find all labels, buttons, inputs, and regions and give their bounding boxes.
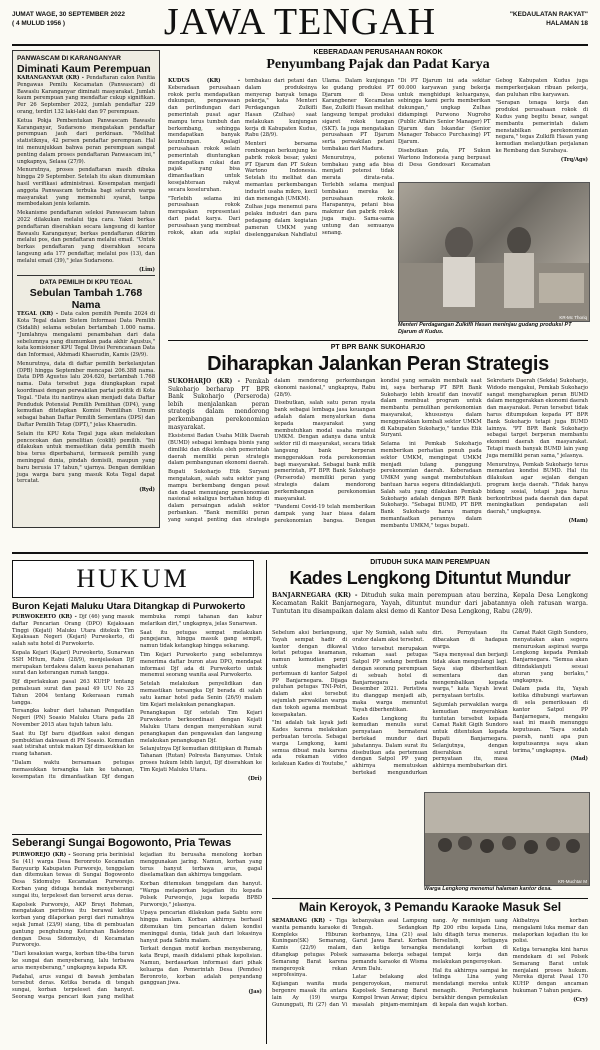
paragraph: "Pandemi Covid-19 telah memberikan dampak yang luar biasa dalam perekonomian bangsa. Dengan kondisi yang semakin membaik saat ini, saya berharap PT BPR Bank Sukoharjo lebih kreatif dan inovatif dalam membuat program untuk membantu pemulihan perekonomian masyarakat, khususnya dalam menggerakkan kembali sektor UMKM di Kabupaten Sukoharjo," tandas Etik Suryani. [274, 378, 482, 524]
buron-lead [12, 614, 134, 648]
sidebar-story2-kicker: DATA PEMILIH DI KPU TEGAL [39, 279, 133, 287]
newspaper-name: JAWA TENGAH [163, 1, 437, 43]
paragraph: Eksistensi Badan Usaha Milik Daerah (BUMD) sebagai lembaga bisnis yang dimiliki dan dikelola oleh pemerintah daerah memiliki peran strategis dalam pembangunan ekonomi daerah. [168, 433, 270, 467]
dateline: PURWOREJO (KR) - [12, 852, 71, 858]
kades-lead [272, 592, 588, 615]
paragraph: Djf (46) yang masuk daftar Pencarian Orang (DPO) Kejaksaan Tinggi (Kejati) Maluku Utara ditekuk Tim Kejaksaan Negeri (Kejari) Purwokerto, di salah satu hotel di Purwokerto. [12, 614, 134, 648]
photo-illustration [399, 183, 589, 321]
rokok-lead [168, 78, 240, 194]
bpr-header [168, 343, 588, 376]
section-label: HUKUM [12, 560, 254, 598]
paragraph: "Dari kesaksian warga, korban tiba-tiba turun ke sungai dan menyeberang, lalu terbawa arus menyeberang," ungkapnya kepada KR. [12, 951, 134, 971]
kades-kicker: DITUDUH SUKA MAIN PEREMPUAN [370, 559, 490, 566]
buron-body [12, 614, 262, 832]
paragraph: Menurutnya, proses pendaftaran masih dibuka hingga 29 September. Setelah itu akan diumumkan hasil verifikasi administrasi. Kesempatan menjadi anggota Panwascam terbuka bagi seluruh warga masyarakat yang memenuhi syarat, tanpa membedakan jenis kelamin. [17, 167, 155, 208]
paragraph: Menurutnya, potensi tembakau yang ada bisa menjadi potensi tidak merata dirata-rata. Terlebih selama menjual tembakau mereka ke perusahaan rokok. Harapannya, petani bisa makmur dan pabrik rokok juga maju. Sama-sama untung dan semuanya senang. [322, 154, 394, 236]
paragraph: Upaya pencarian dilakukan pada Sabtu sore hingga malam. Korban akhirnya berhasil ditemukan tim pencarian dalam kondisi meninggal dunia, tidak jauh dari lokasinya hanyut pada Sabtu malam. [140, 910, 262, 944]
sidebar-story1-title: Diminati Kaum Perempuan [17, 63, 151, 75]
paragraph: "Di PT Djarum ini ada sekitar 60.000 karyawan yang bekerja untuk menghidupi keluarganya, sebingga kami perlu memberikan dukungan," ungkap Zulhas didampingi Purwono Nugroho (Public Affairs Senior Manager) PT Djarum dan Iskandar (Senior Manager Tobacco Purchasing) PT Djarum. [398, 78, 491, 146]
kades-headline: Kades Lengkong Dituntut Mundur [289, 568, 571, 588]
paragraph: Mekanisme pendaftaran seleksi Panwascam tahun 2022 dilakukan melalui tiga cara. Yakni berkas pendaftaran diserahkan secara langsung di kantor Bawaslu Karanganyar, berkas pendaftaran dikirim melalui pos, dan pendaftaran melalui email. "Untuk berkas pendaftaran yang diserahkan secara langsung ada 177 pendaftar, melalui pos (13), dan melalui email (39)," jelas Sudarsono. [17, 210, 155, 264]
photo-illustration [425, 793, 589, 885]
sidebar-story2-lead [17, 311, 155, 359]
paragraph: Latar belakang aksi pengeroyokan, menurut Kapolsek Semarang Barat Kompol Irwan Anwar, dipicu masalah pinjam-meminjam uang. Ay meminjam uang Rp 200 ribu kepada Lina, lalu ditagih terus menerus. Berselisih, ketiganya mendatangi korban di tempat kerja dan melakukan pengeroyokan. [352, 918, 508, 1008]
paragraph: Menurutnya, Pemkab Sukoharjo terus memantau kondisi BUMD. Hal itu dilakukan agar sejalan dengan program kerja daerah. "Tidak hanya bidang sosial, tetapi juga harus berkontribusi pada daerah dan dapat meningkatkan pendapatan asli daerah," ungkapnya. [486, 461, 588, 516]
paragraph: Hal itu akhirnya sampai ke telinga Lina yang mendatangi mereka untuk menagih. Pertengkaran berakhir dengan pemukulan di kepala dan wajah korban. Akibatnya korban mengalami luka memar dan melaporkan kejadian itu ke polisi. [432, 918, 588, 1008]
edition-date: JUMAT WAGE, 30 SEPTEMBER 2022 [12, 11, 125, 18]
sidebar-box [12, 50, 160, 528]
paragraph: "Ini adalah tak layak jadi Kades karena melakukan perbuatan tercela. Sebagai warga Lengkong, kami semua dibuat malu karena ada rekaman video kelakuan Kades di Youtube," ujar Ny Sumiah, salah satu orator dalam aksi tersebut. [272, 630, 428, 768]
kades-lead-block [272, 592, 588, 628]
paragraph: Terkait dengan motif korban menyeberang, kata Brupi, masih didalami pihak kepolisian. Namun, berdasarkan informasi dari pihak keluarga dan Pemerintah Desa (Pemdes) Beronroto, korban adalah penyandang gangguan jiwa. [140, 946, 262, 987]
paragraph: "Saya menyesal dan berjanji tidak akan mengulangi lagi. Saya siap diberhentikan sementara dan mengembalikan kepada warga," kata Yayah lewat pernyataan tertulis. [432, 652, 508, 700]
sungai-body [12, 852, 262, 1044]
divider [272, 898, 588, 899]
bpr-headline: Diharapkan Jalankan Peran Strategis [207, 353, 549, 375]
paragraph: Menurutnya, data di daftar pemilih berkelanjutan (DPB) hingga September mencapai 206.388 nama. Data DPB Agustus lalu 204.620, bertambah 1.768 nama. Data tersebut juga diungkapkan rapat koordinasi dengan perwakilan partai politik di Kota Tegal. "Data itu nantinya akan menjadi data Daftar Penduduk Potensial Pemilih Pemilihan (DP4), yang kemudian ditetapkan Komisi Pemilihan Umum sebagai bahan Daftar Pemilih Sementara (DPS) dan Daftar Pemilih Tetap (DPT)," jelas Khaerudin. [17, 360, 155, 429]
divider [168, 340, 588, 341]
paragraph: Keberadaan perusahaan rokok perlu mendapatkan dukungan, pengawasan dan perlindungan dari pemerintah pusat agar mampu terus tumbuh dan berkembang, sehingga mendapatkan banyak keuntungan. Apalagi perusahaan rokok selain pemerintah diuntungkan mendapatkan cukai dan pajak yang bisa dimanfaatkan untuk kesejahteraan rakyat secara keseluruhan. [168, 84, 240, 193]
author-credit: (Lim) [138, 266, 155, 273]
hijri-date: ( 4 MULUD 1956 ) [12, 20, 66, 27]
author-credit: (Trq/Ags) [560, 156, 588, 163]
sidebar-story1-lead [17, 75, 155, 116]
paragraph: Kapolsek Purworejo, AKP Bruyi Rohman, mengatakan peristiwa itu berawal ketika korban yang dilaporkan pergi dari rumahnya sejak Jumat (23/9) siang, tiba di pembuatan gantung penghubung Kelurahan Baledono dengan Desa Sidomulyo, di Kecamatan Purworejo. [12, 901, 134, 949]
sidebar-story2-title: Sebulan Tambah 1.768 Nama [29, 287, 143, 312]
buron-headline: Buron Kejati Maluku Utara Ditangkap di Purwokerto [12, 601, 246, 612]
paragraph: Video tersebut merupakan rekaman saat petugas Satpol PP sedang berdiam dengan seorang perempuan di sebuah hotel di Banjarnegara pada Desember 2021. Peristiwa itu dianggap menjadi aib, maka warga menuntut Yayah diberhentikan. [352, 645, 428, 713]
paragraph: Selain itu KPU Kota Tegal juga akan melakukan pencocokan dan penelitian (coklit) pemilih. "Ini dilakukan untuk memastikan data pemilih masih bisa terus diperbaharui, termasuk pemilih yang meninggal dunia, pindah domisili, maupun yang baru berusia 17 tahun," ujarnya. Dengan demikian juga warga baru yang masuk Kota Tegal dapat tercatat. [17, 430, 155, 485]
author-credit: (Jas) [248, 989, 262, 996]
paragraph: Penangkapan Djf setelah Tim Kejari Purwokerto berkoordinasi dengan Kejati Maluku Utara dengan menyerahkan surat penangkapan dan pengawalan dan langsung melakukan penangkapan Djf. [140, 710, 262, 744]
paragraph: Pendaftaran calon Panitia Pengawas Pemilu Kecamatan (Panwascam) di Bawaslu Karanganyar diminati masyarakat. Jumlah kaum perempuan yang mendaftar cukup signifikan. Per 26 September 2022, jumlah pendaftar 229 orang, terdiri 132 laki-laki dan 97 perempuan. [17, 75, 155, 115]
paragraph: Tiga wanita pemandu karaoke di Kompleks Hiburan Kuningan(SK) Semarang, Kamis (22/9) malam, ditangkap petugas Polsek Semarang Barat karena mengeroyok rekan seprofesinya. [272, 918, 348, 979]
sungai-headline: Seberangi Sungai Bogowonto, Pria Tewas [12, 837, 232, 849]
paragraph: Data calon pemilih Pemilu 2024 di Kota Tegal dalam Sistem Informasi Data Pemilih (Sidalih) selama sebulan bertambah 1.000 nama. "Jumlahnya mengalami penambahan dari data sebelumnya yang diumumkan pada akhir Agustus," kata komisioner KPU Tegal Divisi Perencanaan Data dan Informasi, Akhmadi Khaerudin, Kamis (29/9). [17, 311, 155, 359]
column-divider [266, 560, 267, 1044]
paragraph: "Dalam waktu bersamaan petugas memasukkan tersangka lain ke tahanan, kesempatan itu dimanfaatkan Djf dengan membuka rompi tahanan dan kabur melarikan diri," ungkapnya, jelas Sunarwan. [12, 614, 262, 780]
author-credit: (Dri) [247, 775, 262, 782]
author-credit: (Ryd) [139, 487, 155, 494]
photo-credit: KR-Mc Thoriq [559, 315, 587, 320]
paragraph: Zulhas juga menemui para pelaku industri dan para pedagang dalam kegiatan pameran UMKM yang diselenggarakan Nahdlatul Ulama. Dalam kunjungan ke gudang produksi PT Djarum di Desa Karangbener Kecamatan Bae, Zulkifli Hasan melihat langsung tempat produksi sigaret rokok tangan (SKT). Ia juga mengatakan perusahaan PT Djarum serta perwakilan petani tembakau dari Madura. [245, 78, 394, 238]
page-number: HALAMAN 18 [546, 20, 588, 27]
kades-photo [424, 792, 590, 886]
rokok-body [168, 78, 394, 340]
section-divider [12, 552, 588, 554]
paragraph: Selanjutnya Djf kemudian dititipkan di Rumah Tahanan (Rutan) Polresta Banyumas. Untuk proses hukum lebih lanjut, Djf diserahkan ke Tim Kejati Maluku Utara. [140, 746, 262, 773]
paragraph: Camat Rakit Gigih Sundoro, menyatakan akan segera menuruskan aspirasi warga Lengkong kepada Pemkab Banjarnegara. "Semua akan ditindaklanjuti sesuai aturan yang berlaku," ungkapnya. [512, 630, 588, 684]
dateline: KARANGANYAR (KR) - [17, 75, 84, 81]
paragraph: Kejiangan wanita muda bergenre masak itu antara lain Ay (19) warga Gunungpati, Ri (27) dan Vi kebanyakan asal Lampung Tengah. Sedangkan korbannya, Lina (21) asal Garut Jawa Barat. Korban dan ketiga tersangka samasama bekerja sebagai pemandu karaoke di Wisma Arum Dalu. [272, 918, 428, 1008]
rokok-kicker: KEBERADAAN PERUSAHAAN ROKOK [313, 49, 443, 56]
keroyok-headline: Main Keroyok, 3 Pemandu Karaoke Masuk Sel [298, 900, 562, 914]
divider [12, 834, 262, 835]
author-credit: (Mam) [568, 517, 588, 524]
paragraph: Kades Lengkong itu kemudian menulis surat pernyataan bermaterai bertekad mundur dari jabatannya. Dalam surat itu disebutkan ada pertemuan dengan Satpol PP yang akhirnya memutuskan bertekad mengundurkan diri. Pernyataan itu dibacakan di hadapan warga. [352, 630, 508, 776]
author-credit: (Mad) [570, 756, 588, 763]
paragraph: Korban ditemukan tenggelam dan hanyut. "Warga melaporkan kejadian itu kepada Polsek Purworejo, juga kepada BPBD Purworejo," jelasnya. [140, 881, 262, 908]
paragraph: Saat itu petugas sempat melakukan pengejaran, hingga masuk gang sempit, namun tidak ketangkap hingga sekarang. [140, 629, 262, 650]
lead-text: Pemkab Sukoharjo berharap PT BPR Bank Sukoharjo (Perseroda) lebih menjalankan peran strategis dalam mendorong perkembangan perekonomian masyarakat. [168, 378, 270, 431]
bpr-kicker: PT BPR BANK SUKOHARJO [330, 344, 426, 351]
paragraph: Disebutkan, salah satu peran nyata bank sebagai lembaga jasa keuangan adalah dalam menyalurkan dana kepada masyarakat yang membutuhkan modal usaha melalui UMKM. Dengan adanya dana untuk sektor riil di masyarakat, secara tidak langsung bank berperan menggerakkan roda perekonomian bagi masyarakat. Sebagai bank milik pemerintah, PT BPR Bank Sukoharjo (Perseroda) memiliki peran yang strategis dalam mendorong perkembangan perekonomian masyarakat. [274, 400, 376, 502]
paragraph: Tim Kejari Purwokerto yang sebelumnya menerima daftar buron atau DPO, mendapat informasi Djf ada di Purwokerto untuk menemui seorang wanita asal Purwokerto. [140, 651, 262, 679]
dateline: BANJARNEGARA (KR) - [272, 592, 358, 599]
rokok-photo [398, 182, 590, 322]
paragraph: Seorang pria berinisial Su (41) warga Desa Beronroto Kecamatan Banyuurip Kabupaten Purworejo, tenggelam dan ditemukan tewas di Sungai Bogowonto Desa Sidomulyo Kecamatan Purworejo. Korban yang diduga hendak menyeberangi sungai itu, terpeleset dan terseret arus deras. [12, 852, 135, 899]
paragraph: Djf diperlakukan pasal 263 KUHP tentang pemalsuan surat dan pasal 49 UU No 23 Tahun 2004 tentang Kekerasan rumah tangga. [12, 679, 134, 706]
paragraph: Sejumlah perwakilan warga kemudian menyerahkan tuntutan tersebut kepada Camat Rakit Gigih Sundoro untuk ditentukan kepada Bupati Banjarnegara. Selanjutnya, dengan diserahkan surat pernyataan itu, masa akhirnya membubarkan diri. [432, 701, 508, 770]
lead-text: Dituduh suka main perempuan atau berzina, Kepala Desa Lengkong Kecamatan Rakit Banjarnegara, Yayah, dituntut mundur dari jabatannya oleh ratusan warga. Tuntutan itu disampaikan dalam aksi demo di Kantor Desa Lengkong, Rabu (28/9). [272, 592, 588, 615]
rokok-headline: Penyumbang Pajak dan Padat Karya [266, 57, 490, 72]
rokok-body-right [398, 78, 588, 178]
bpr-body [168, 378, 588, 548]
masthead-page-block [510, 10, 588, 28]
paragraph: Ketiga tersangka kini harus mendekam di sel Polsek Semarang Barat untuk menjalani proses hukum. Mereka dijerat Pasal 170 KUHP dengan ancaman hukuman 7 tahun penjara. [512, 947, 588, 994]
paragraph: Bupati Sukoharjo Etik Suryani mengatakan, salah satu sektor yang mampu berkembang dengan pesat dan dapat menunjang perekonomian nasional sekaligus bertahan hidup di dalam persaingan adalah sektor perbankan. "Bank memiliki peran yang sangat penting dan strategis dalam mendorong perkembangan ekonomi nasional," ungkapnya, Rabu (28/9). [168, 378, 376, 523]
paragraph: Sebelum aksi berlangsung, Yayah sempat hadir di kantor dengan dikawal ketat petugas keamanan, namun kemudian pergi untuk menghadiri pertemuan di kantor Satpol PP Banjarnegara. Dijaga puluhan petugas TNI-Polri, dalam aksi tersebut sejumlah perwakilan warga dan tokoh agama membuat kesepakatan. [272, 630, 348, 718]
rokok-header [168, 48, 588, 74]
keroyok-lead [272, 918, 347, 979]
paragraph: Setelah melakukan penyelidikan dan memastikan tersangka Djf berada di salah satu kamar hotel pada Senin (26/9) malam tim Kejari melakukan penangkapan. [140, 681, 262, 708]
sungai-lead [12, 852, 134, 900]
paragraph: Menteri bersama rombongan berkunjung ke pabrik rokok besar, yakni PT Djarum dan PT Sukun Wartono Indonesia. Setelah itu melihat dan memantau perkembangan industri usaha mikro, kecil dan menengah (UMKM). [245, 141, 317, 202]
paragraph: Dalam pada itu, Yayah ketika dihubungi wartawan di sela pemeriksaan di kantor Satpol PP Banjarnegara, mengaku saat ini masih menunggu keputusan. "Saya sudah pasrah, nanti apa pun keputusannya saya akan terima," ungkapnya. [512, 686, 588, 754]
paragraph: Kepala Kejari (Kajari) Purwokerto, Sunarwan SSH MHum, Rabu (28/9), menjelaskan Djf merupakan terdakwa dalam kasus penahanan surat dan keterangan rumah tangga. [12, 649, 134, 677]
paragraph: Padahal, arus sungai di bawah jembatan tersebut deras. Ketika berada di tengah sungai, korban terpeleset dan hanyut. Seorang warga pencari ikan yang melihat kejadian itu berusaha menolong korban menggunakan jaring. Namun, korban yang terus hanyut terbawa arus, gagal diselamatkan dan akhirnya tenggelam. [12, 852, 262, 1000]
paragraph: Saat itu Djf baru dijadikan saksi dengan pembuktian dakwaan di PN Soasio. Kemudian saat istirahat untuk makan Djf dimasukkan ke ruang tahanan. [12, 730, 134, 758]
paragraph: Disebutkan pula, PT Sukun Wartono Indonesia yang berpusat di Desa Gondosari Kecamatan Gebog Kabupaten Kudus juga memperkerjakan ribuan pekerja, dan puluhan ribu karyawan. [398, 78, 588, 168]
kades-body [272, 630, 588, 790]
masthead [12, 1, 588, 46]
author-credit: (Cry) [573, 996, 588, 1003]
motto: "KEDAULATAN RAKYAT" [509, 11, 588, 18]
paragraph: "Terlebih selama ini perusahaan rokok merupakan representasi dari padat karya. Dari perusahaan yang membuat rokok, akan ada suplai tembakau dari petani dan dalam produksinya menyerap banyak tenaga pekerja," kata Menteri Perdagangan Zulkifli Hasan (Zulhas) saat melakukan kunjungan kerja di Kabupaten Kudus, Rabu (28/9). [168, 78, 317, 236]
dateline: SUKOHARJO (KR) - [168, 378, 241, 385]
dateline: TEGAL (KR) - [17, 311, 59, 318]
paragraph: Sekretaris Daerah (Sekda) Sukoharjo, Widodo mengakui, Pemkab Sukoharjo sangat mengharapkan peran BUMD dalam menggerakkan ekonomi daerah dan masyarakat. Peran tersebut tidak harus ditumpukan kepada PT BPR Bank Sukoharjo tetapi juga BUMD lainnya. "PT BPR Bank Sukoharjo sebagai target berperan membantu ekonomi daerah dan masyarakat. Tetapi masih banyak BUMD lain yang juga memiliki peran sama," jelasnya. [486, 378, 588, 459]
dateline: PURWOKERTO (KR) - [12, 614, 77, 620]
paragraph: Selama ini Pemkab Sukoharjo memberikan perhatian penuh pada sektor UMKM, mengingat UMKM menjadi tulang punggung perekonomian daerah. Keberadaan UMKM yang sangat membutuhkan bantuan harus segera ditindaklanjuti. Salah satu yang dilakukan Pemkab Sukoharjo adalah dengan BPR Bank Sukoharjo. "Sebagai BUMD, PT BPR Bank Sukoharjo harus mampu memanfaatkan perannya dalam membantu UMKM," tegas bupati. [380, 441, 482, 529]
kades-caption: Warga Lengkong menemui halaman kantor desa. [424, 886, 552, 892]
sidebar-story1-kicker: PANWASCAM DI KARANGANYAR [17, 55, 122, 62]
rokok-caption: Menteri Perdagangan Zulkifli Hasan meninjau gudang produksi PT Djarum di Kudus. [398, 322, 572, 335]
paragraph: "Serapan tenaga kerja dan produksi perusahaan rokok di Kudus yang begitu besar, sangat membantu pemerintah dalam menstabilkan perekonomian negara," tegas Zulkifli Hasan yang kemudian melanjutkan perjalanan ke Rembang dan Surabaya. [495, 100, 588, 154]
divider [17, 275, 155, 276]
bpr-lead [168, 378, 269, 431]
keroyok-body [272, 918, 588, 1044]
dateline: KUDUS (KR) - [168, 78, 240, 84]
paragraph: Ketua Pokja Pembentukan Panwascam Bawaslu Karanganyar, Sudarsono mengatakan pendaftar perempuan jauh dari perkiraan. "Melihat statistiknya, 42 persen pendaftar perempuan. Hal ini menunjukkan bahwa peran perempuan sangat penting dalam proses pendaftaran Panwascam ini," ungkapnya, Selasa (27/9). [17, 117, 155, 165]
photo-credit: KR-Muchtar M [557, 879, 587, 884]
paragraph: Tersangka kabur dari tahanan Pengadilan Negeri (PN) Soasio Maluku Utara pada 28 November 2015 atau tujuh tahun lalu. [12, 708, 134, 728]
kades-header [272, 558, 588, 589]
dateline: SEMARANG (KR) - [272, 918, 332, 924]
